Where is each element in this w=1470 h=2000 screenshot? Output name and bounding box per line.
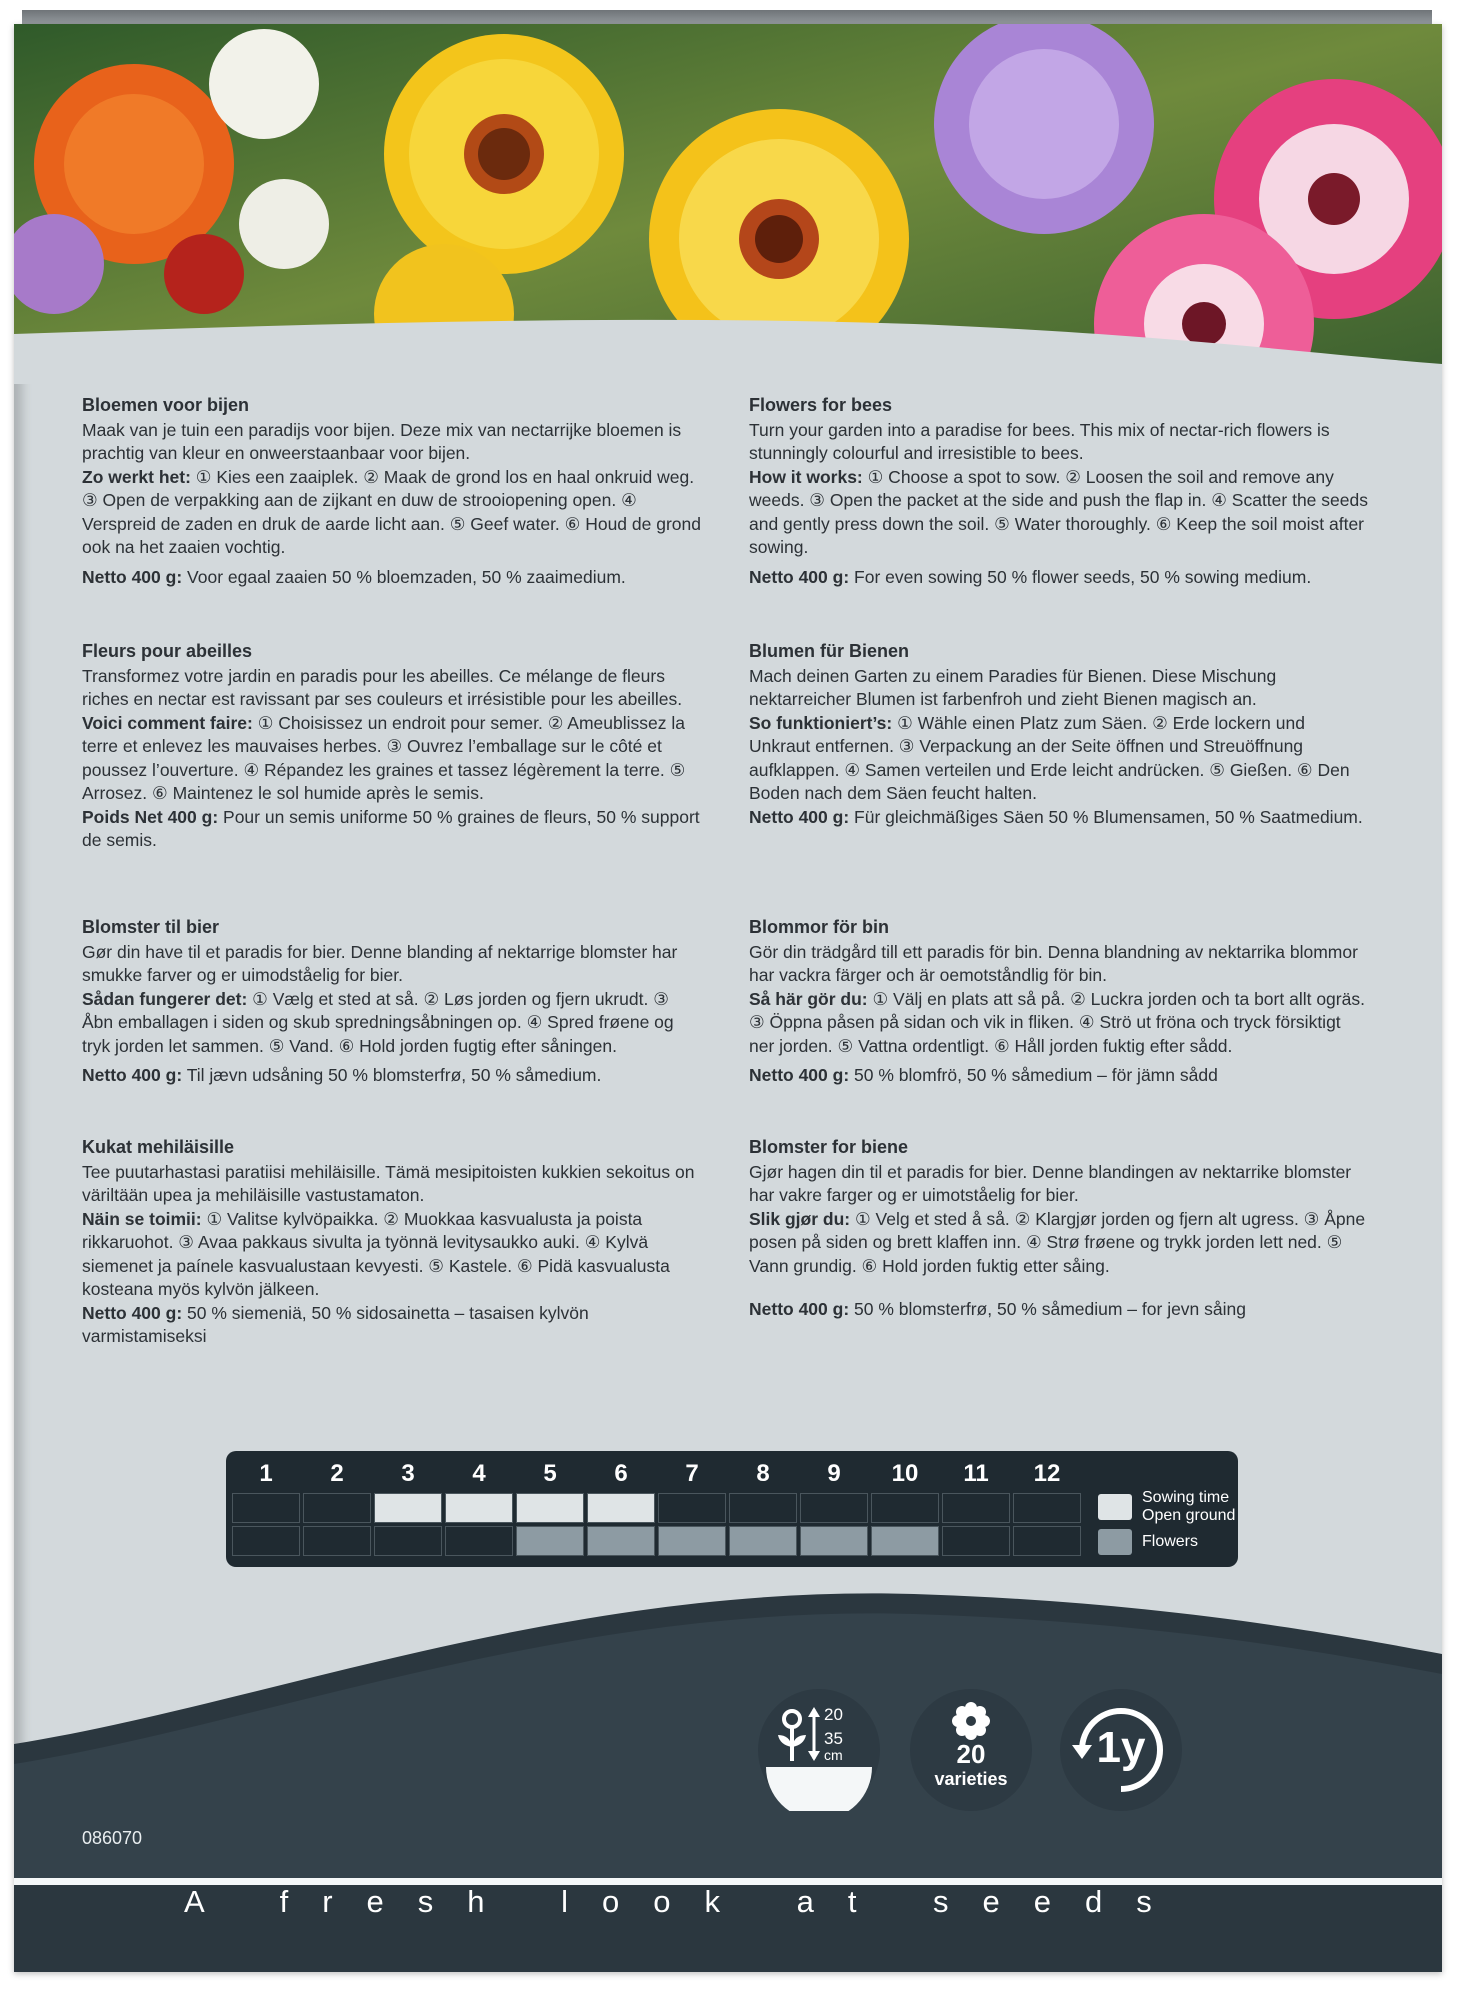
calendar-sowing-cell xyxy=(729,1493,797,1523)
depth-max: 35 xyxy=(824,1729,843,1748)
how-text: ① Wähle einen Platz zum Säen. ② Erde lockern und Unkraut entfernen. ③ Verpackung an der Seite öffnen und Streuöffnung aufklappen. ④ Samen verteilen und Erde leicht andrücken. ⑤ Gießen. ⑥ Den Boden nach dem Säen feucht halten. xyxy=(749,712,1350,803)
net-text: For even sowing 50 % flower seeds, 50 % sowing medium. xyxy=(849,566,1312,587)
how-label: How it works: xyxy=(749,466,863,487)
calendar-sowing-cell xyxy=(445,1493,513,1523)
how-text: ① Vælg et sted at så. ② Løs jorden og fjern ukrudt. ③ Åbn emballagen i siden og skub spredningsåbningen op. ④ Spred frøene og tryk jorden let sammen. ⑤ Vand. ⑥ Hold jorden fugtig efter såningen. xyxy=(82,988,674,1056)
calendar-legend xyxy=(1098,1489,1238,1559)
calendar-flowering-cell xyxy=(374,1526,442,1556)
how-label: Näin se toimii: xyxy=(82,1208,202,1229)
panel-fi xyxy=(82,1136,702,1349)
calendar-sowing-cell xyxy=(658,1493,726,1523)
panel-nl xyxy=(82,394,702,589)
net-text: 50 % blomfrö, 50 % såmedium – för jämn sådd xyxy=(849,1065,1218,1085)
calendar-grid xyxy=(232,1457,1084,1556)
legend-sowing-line2: Open ground xyxy=(1142,1507,1236,1524)
panel-intro: Tee puutarhastasi paratiisi mehiläisille. Tämä mesipitoisten kukkien sekoitus on väriltään upea ja mehiläisille vastustamaton. xyxy=(82,1161,695,1205)
panel-title: Blommor för bin xyxy=(749,917,889,937)
calendar-sowing-cell xyxy=(800,1493,868,1523)
calendar-month-10: 10 xyxy=(871,1457,939,1490)
calendar-month-8: 8 xyxy=(729,1457,797,1490)
calendar-months-row xyxy=(232,1457,1084,1490)
calendar-month-6: 6 xyxy=(587,1457,655,1490)
calendar-month-11: 11 xyxy=(942,1457,1010,1490)
legend-flowers xyxy=(1098,1529,1238,1555)
panel-sv xyxy=(749,916,1369,1088)
net-label: Netto 400 g: xyxy=(749,566,850,587)
panel-no xyxy=(749,1136,1369,1322)
panel-intro: Turn your garden into a paradise for bees. This mix of nectar-rich flowers is stunningly colourful and irresistible to bees. xyxy=(749,419,1330,463)
how-label: So funktioniert’s: xyxy=(749,712,893,733)
how-text: ① Valitse kylvöpaikka. ② Muokkaa kasvualusta ja poista rikkaruohot. ③ Avaa pakkaus sivulta ja työnnä levitysaukko auki. ④ Kylvä siemenet ja paínele kasvualustaan kevyesti. ⑤ Kastele. ⑥ Pidä kasvualusta kosteana myös kylvön jälkeen. xyxy=(82,1208,670,1299)
how-label: Zo werkt het: xyxy=(82,466,191,487)
how-label: Sådan fungerer det: xyxy=(82,988,248,1009)
net-label: Netto 400 g: xyxy=(82,1065,183,1085)
net-label: Netto 400 g: xyxy=(749,806,850,827)
panel-intro: Gjør hagen din til et paradis for bier. Denne blandingen av nektarrike blomster har vakre farger og er uimotståelig for bier. xyxy=(749,1161,1352,1205)
calendar-flowering-cell xyxy=(800,1526,868,1556)
calendar-sowing-cell xyxy=(374,1493,442,1523)
calendar-flowering-cell xyxy=(303,1526,371,1556)
sowing-depth-icon xyxy=(758,1689,880,1811)
calendar-flowering-cell xyxy=(658,1526,726,1556)
calendar-month-12: 12 xyxy=(1013,1457,1081,1490)
depth-min: 20 xyxy=(824,1705,843,1724)
calendar-month-7: 7 xyxy=(658,1457,726,1490)
panel-intro: Gør din have til et paradis for bier. Denne blanding af nektarrige blomster har smukke farver og er uimodståelig for bier. xyxy=(82,941,678,985)
how-text: ① Kies een zaaiplek. ② Maak de grond los en haal onkruid weg. ③ Open de verpakking aan de zijkant en duw de strooiopening open. ④ Verspreid de zaden en druk de aarde licht aan. ⑤ Geef water. ⑥ Houd de grond ook na het zaaien vochtig. xyxy=(82,466,701,557)
net-text: Voor egaal zaaien 50 % bloemzaden, 50 % zaaimedium. xyxy=(182,566,626,587)
how-text: ① Velg et sted å så. ② Klargjør jorden og fjern alt ugress. ③ Åpne posen på siden og brett klaffen inn. ④ Strø frøene og trykk jorden lett ned. ⑤ Vann grundig. ⑥ Hold jorden fuktig etter såing. xyxy=(749,1208,1366,1276)
lifecycle-label: 1y xyxy=(1096,1723,1146,1772)
panel-intro: Mach deinen Garten zu einem Paradies für Bienen. Diese Mischung nektarreicher Blumen ist farbenfroh und zieht Bienen magisch an. xyxy=(749,665,1277,709)
legend-sowing xyxy=(1098,1489,1238,1525)
how-text: ① Choisissez un endroit pour semer. ② Ameublissez la terre et enlevez les mauvaises herbes. ③ Ouvrez l’emballage sur le côté et poussez l’ouverture. ④ Répandez les graines et tassez légèrement la terre. ⑤ Arrosez. ⑥ Maintenez le sol humide après le semis. xyxy=(82,712,686,803)
depth-unit: cm xyxy=(824,1747,843,1763)
legend-flowers-swatch xyxy=(1098,1529,1132,1555)
net-label: Poids Net 400 g: xyxy=(82,806,219,827)
legend-sowing-line1: Sowing time xyxy=(1142,1489,1230,1506)
net-label: Netto 400 g: xyxy=(82,566,183,587)
panel-en xyxy=(749,394,1369,589)
calendar-flowering-cell xyxy=(516,1526,584,1556)
calendar-sowing-cell xyxy=(587,1493,655,1523)
calendar-sowing-row xyxy=(232,1490,1084,1523)
net-label: Netto 400 g: xyxy=(749,1065,850,1085)
calendar-month-5: 5 xyxy=(516,1457,584,1490)
panel-de xyxy=(749,640,1369,829)
calendar-flowering-cell xyxy=(729,1526,797,1556)
how-label: Så här gör du: xyxy=(749,988,868,1009)
article-code: 086070 xyxy=(82,1828,143,1848)
panel-title: Blomster for biene xyxy=(749,1137,909,1157)
calendar-flowering-cell xyxy=(942,1526,1010,1556)
varieties-badge xyxy=(910,1689,1032,1811)
how-text: ① Välj en plats att så på. ② Luckra jorden och ta bort allt ogräs. ③ Öppna påsen på sidan och vik in fliken. ④ Strö ut fröna och tryck försiktigt ner jorden. ⑤ Vattna ordentligt. ⑥ Håll jorden fuktig efter sådd. xyxy=(749,988,1365,1056)
panel-title: Flowers for bees xyxy=(749,395,893,415)
flower-photo-band xyxy=(14,24,1442,384)
legend-sowing-swatch xyxy=(1098,1494,1132,1520)
net-text: 50 % blomsterfrø, 50 % såmedium – for jevn såing xyxy=(849,1299,1246,1319)
panel-intro: Transformez votre jardin en paradis pour les abeilles. Ce mélange de fleurs riches en nectar est ravissant par ses couleurs et irrésistible pour les abeilles. xyxy=(82,665,683,709)
calendar-month-4: 4 xyxy=(445,1457,513,1490)
calendar-month-1: 1 xyxy=(232,1457,300,1490)
calendar-month-3: 3 xyxy=(374,1457,442,1490)
calendar-sowing-cell xyxy=(303,1493,371,1523)
calendar-flowering-cell xyxy=(1013,1526,1081,1556)
calendar-flowering-cell xyxy=(232,1526,300,1556)
panel-intro: Gör din trädgård till ett paradis för bin. Denna blandning av nektarrika blommor har vackra färger och är oemotståndlig för bin. xyxy=(749,941,1358,985)
legend-flowers-label: Flowers xyxy=(1142,1533,1199,1550)
net-label: Netto 400 g: xyxy=(749,1299,850,1319)
calendar-flowering-cell xyxy=(445,1526,513,1556)
seed-box-back xyxy=(14,24,1442,1972)
calendar-month-9: 9 xyxy=(800,1457,868,1490)
panel-title: Fleurs pour abeilles xyxy=(82,641,253,661)
lifecycle-badge xyxy=(1060,1689,1182,1811)
net-text: Für gleichmäßiges Säen 50 % Blumensamen, 50 % Saatmedium. xyxy=(849,806,1363,827)
panel-fr xyxy=(82,640,702,853)
net-text: Pour un semis uniforme 50 % graines de fleurs, 50 % support de semis. xyxy=(82,806,700,850)
calendar-sowing-cell xyxy=(942,1493,1010,1523)
panel-title: Blomster til bier xyxy=(82,917,220,937)
panel-intro: Maak van je tuin een paradijs voor bijen. Deze mix van nectarrijke bloemen is prachtig van kleur en onweerstaanbaar voor bijen. xyxy=(82,419,682,463)
how-text: ① Choose a spot to sow. ② Loosen the soil and remove any weeds. ③ Open the packet at the side and push the flap in. ④ Scatter the seeds and gently press down the soil. ⑤ Water thoroughly. ⑥ Keep the soil moist after sowing. xyxy=(749,466,1368,557)
net-text: 50 % siemeniä, 50 % sidosainetta – tasaisen kylvön varmistamiseksi xyxy=(82,1302,589,1346)
calendar-flowering-row xyxy=(232,1523,1084,1556)
panel-title: Kukat mehiläisille xyxy=(82,1137,235,1157)
panel-da xyxy=(82,916,702,1088)
calendar-month-2: 2 xyxy=(303,1457,371,1490)
net-label: Netto 400 g: xyxy=(82,1302,183,1323)
calendar-sowing-cell xyxy=(1013,1493,1081,1523)
panel-title: Blumen für Bienen xyxy=(749,641,910,661)
panel-title: Bloemen voor bijen xyxy=(82,395,250,415)
sowing-calendar xyxy=(226,1451,1238,1567)
calendar-flowering-cell xyxy=(587,1526,655,1556)
varieties-count: 20 xyxy=(956,1739,986,1769)
calendar-sowing-cell xyxy=(232,1493,300,1523)
how-label: Voici comment faire: xyxy=(82,712,253,733)
calendar-flowering-cell xyxy=(871,1526,939,1556)
how-label: Slik gjør du: xyxy=(749,1208,851,1229)
calendar-sowing-cell xyxy=(871,1493,939,1523)
varieties-label: varieties xyxy=(934,1769,1008,1789)
calendar-sowing-cell xyxy=(516,1493,584,1523)
net-text: Til jævn udsåning 50 % blomsterfrø, 50 % såmedium. xyxy=(182,1065,602,1085)
sowing-depth-badge xyxy=(758,1689,880,1811)
slogan: A fresh look at seeds xyxy=(184,1884,1186,1919)
